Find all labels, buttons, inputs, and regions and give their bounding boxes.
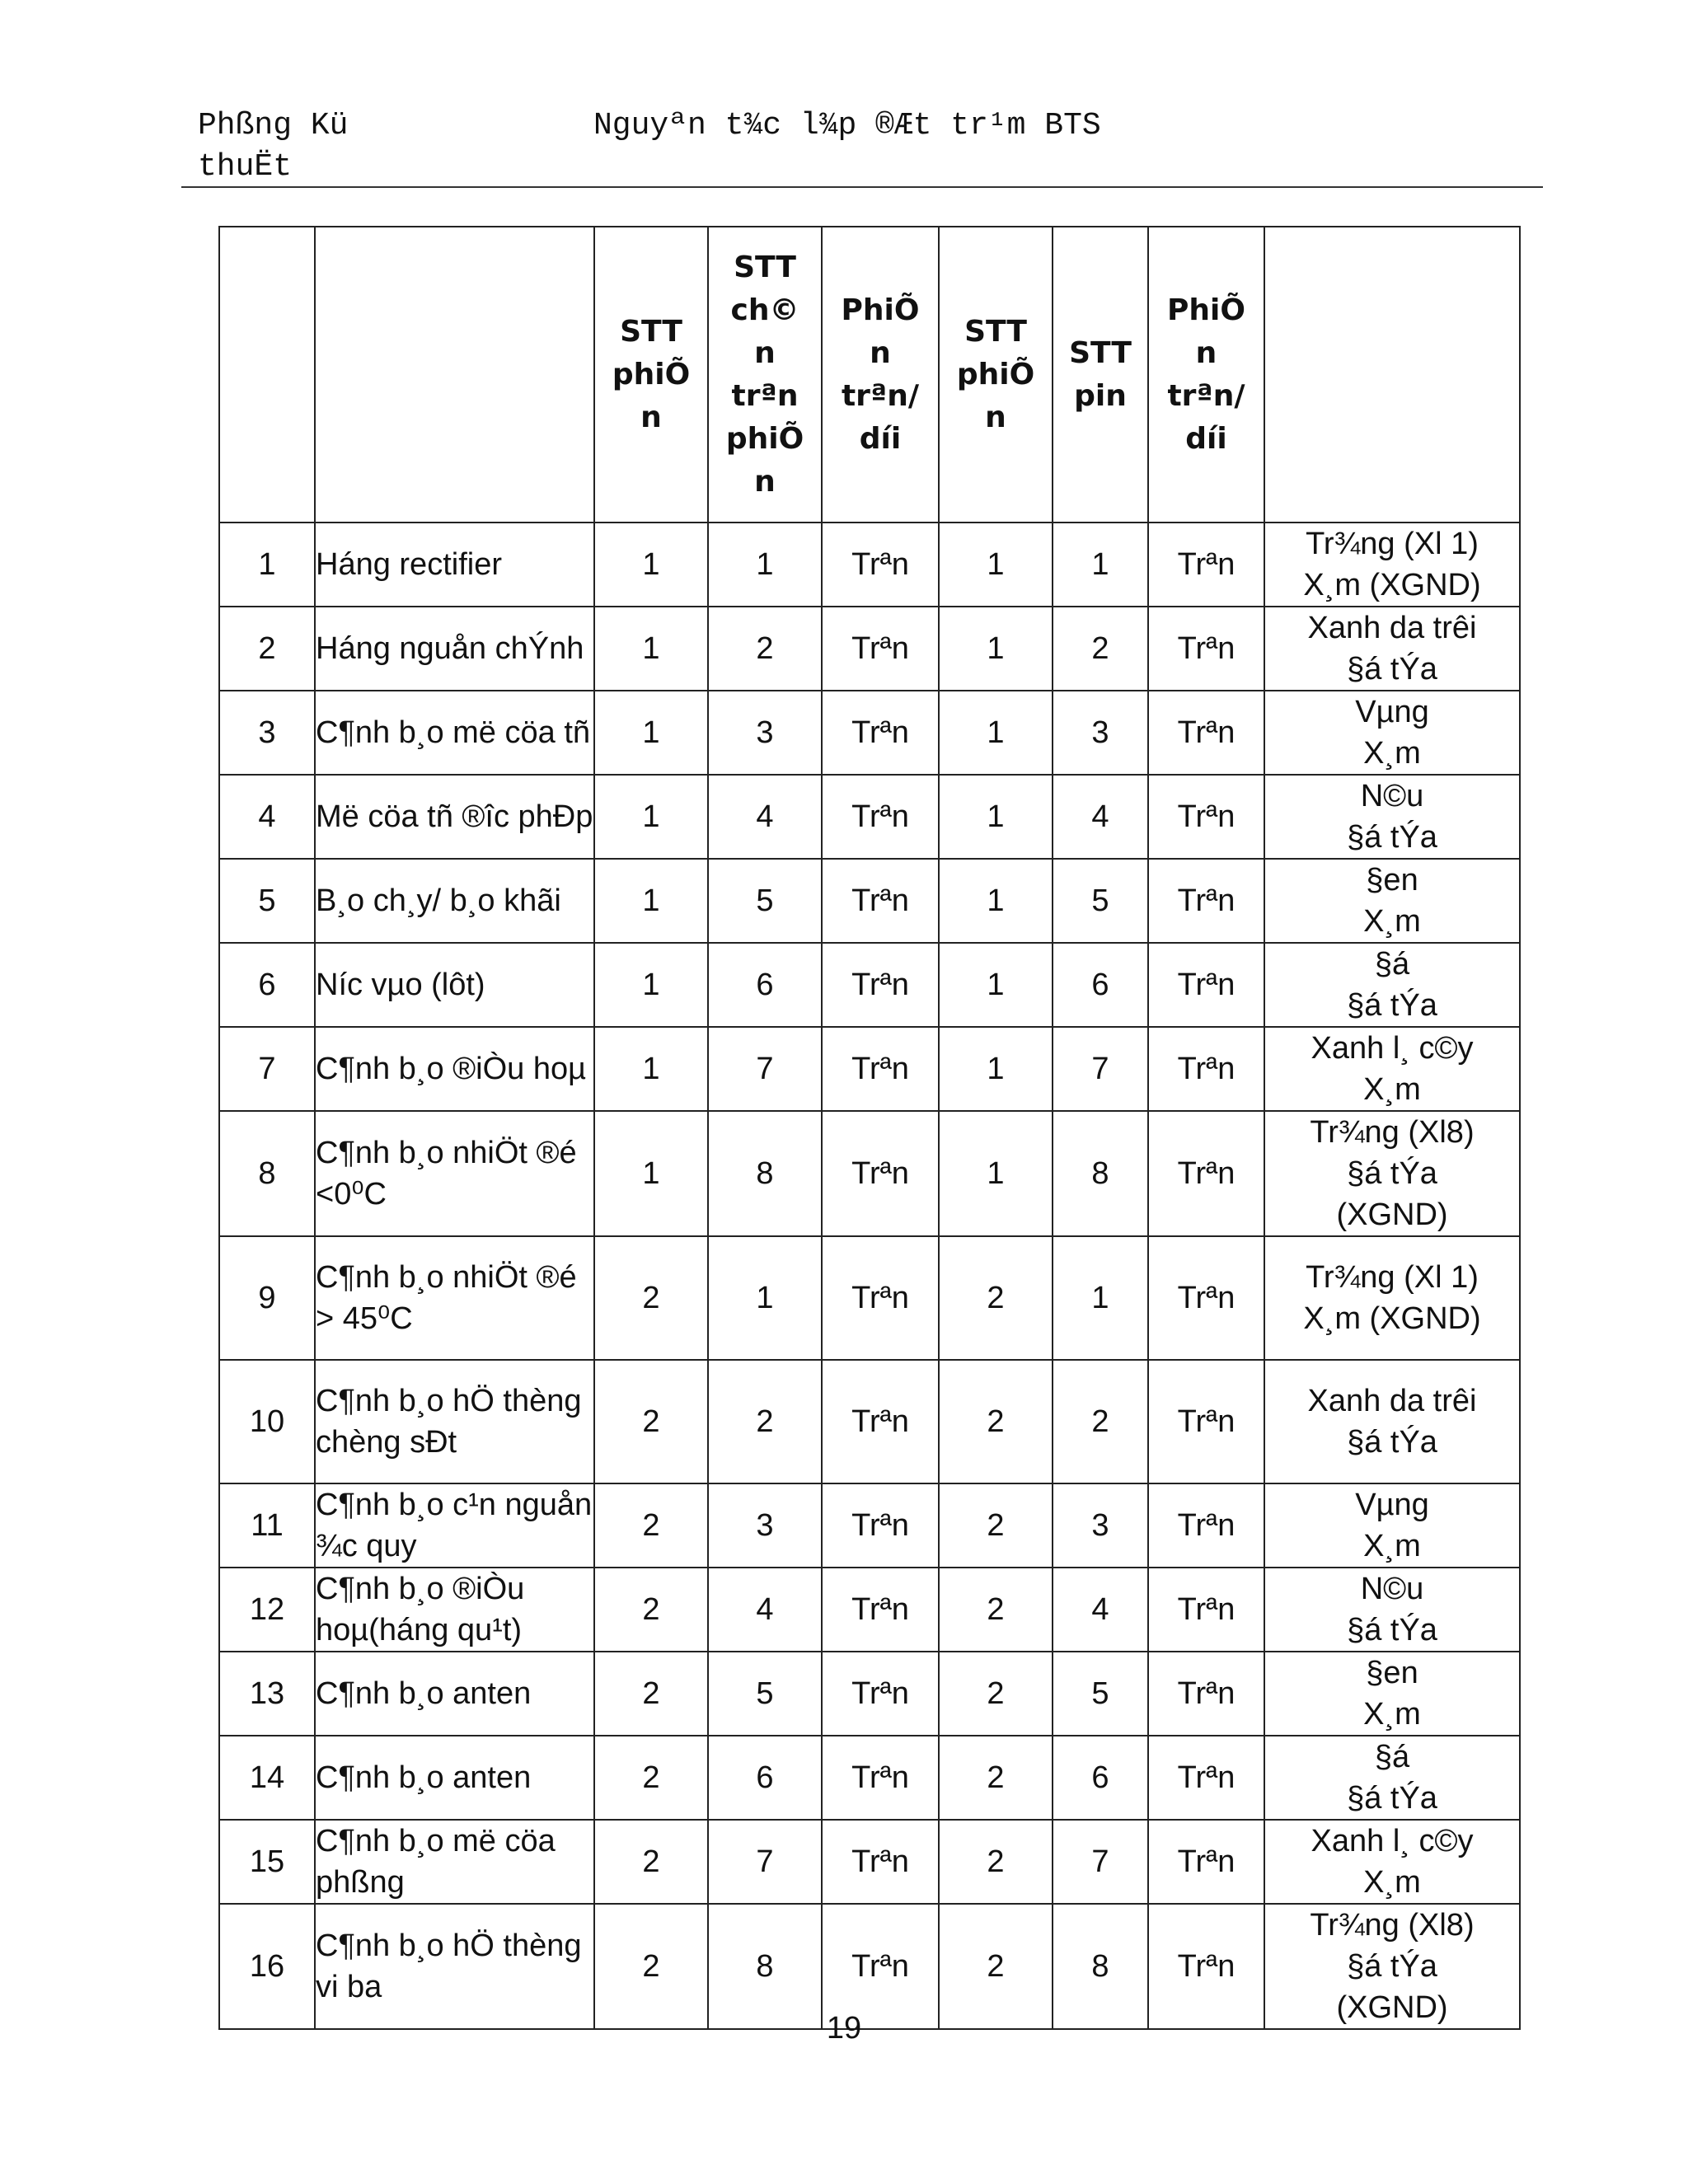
pin-number-cell: 2 [1053,607,1148,691]
terminal-block-cell: 2 [594,1736,708,1820]
block-number-cell: 2 [939,1652,1053,1736]
pin-number-cell: 3 [1053,691,1148,775]
pin-number-cell: 1 [1053,523,1148,607]
terminal-block-cell: 1 [594,943,708,1027]
table-row [219,1568,1520,1652]
signal-name-cell: C¶nh b¸o më cöa phßng [315,1820,594,1904]
signal-name-cell: C¶nh b¸o hÖ thèng chèng sÐt [315,1360,594,1483]
table-row [219,775,1520,859]
terminal-pin-cell: 2 [708,1360,822,1483]
pin-number-cell: 5 [1053,859,1148,943]
page-number: 19 [826,2011,862,2046]
terminal-pin-cell: 7 [708,1820,822,1904]
row-number-cell: 10 [219,1360,315,1483]
row-number-cell: 11 [219,1483,315,1568]
block-number-cell: 1 [939,691,1053,775]
table-row [219,523,1520,607]
row-number-cell: 1 [219,523,315,607]
block-position-cell: Trªn [822,943,939,1027]
wire-color-cell: Vµng X¸m [1264,1483,1520,1568]
row-number-cell: 4 [219,775,315,859]
header-text-4: PhiÕ n trªn/ díi [841,293,920,456]
terminal-block-cell: 2 [594,1360,708,1483]
table-row [219,1652,1520,1736]
signal-name-cell: Níc vµo (lôt) [315,943,594,1027]
pin-number-cell: 5 [1053,1652,1148,1736]
terminal-block-cell: 2 [594,1904,708,2029]
table-row [219,943,1520,1027]
table-row [219,1360,1520,1483]
header-divider [181,186,1543,188]
terminal-block-cell: 2 [594,1820,708,1904]
pin-position-cell: Trªn [1148,1483,1264,1568]
pin-number-cell: 4 [1053,775,1148,859]
block-position-cell: Trªn [822,523,939,607]
pin-position-cell: Trªn [1148,943,1264,1027]
pin-number-cell: 7 [1053,1820,1148,1904]
block-number-cell: 2 [939,1236,1053,1360]
pin-position-cell: Trªn [1148,1904,1264,2029]
terminal-pin-cell: 8 [708,1111,822,1236]
row-number-cell: 13 [219,1652,315,1736]
block-number-cell: 2 [939,1483,1053,1568]
row-number-cell: 8 [219,1111,315,1236]
signal-name-cell: C¶nh b¸o anten [315,1736,594,1820]
pin-number-cell: 4 [1053,1568,1148,1652]
pin-position-cell: Trªn [1148,691,1264,775]
block-position-cell: Trªn [822,1736,939,1820]
wire-color-cell: Xanh l¸ c©y X¸m [1264,1027,1520,1111]
header-text-5: STT phiÕ n [956,314,1035,434]
block-position-cell: Trªn [822,1904,939,2029]
terminal-block-cell: 1 [594,523,708,607]
block-position-cell: Trªn [822,1027,939,1111]
page-header [0,0,1688,198]
header-cell-1 [315,227,594,523]
header-cell-4 [822,227,939,523]
table-row [219,691,1520,775]
block-position-cell: Trªn [822,775,939,859]
table-row [219,1736,1520,1820]
pin-number-cell: 6 [1053,943,1148,1027]
header-cell-8 [1264,227,1520,523]
wire-color-cell: Tr¾ng (Xl8) §á tÝa (XGND) [1264,1904,1520,2029]
pin-position-cell: Trªn [1148,1111,1264,1236]
terminal-pin-cell: 6 [708,943,822,1027]
table-row [219,1820,1520,1904]
block-position-cell: Trªn [822,859,939,943]
wire-color-cell: §en X¸m [1264,1652,1520,1736]
block-number-cell: 2 [939,1360,1053,1483]
wire-color-cell: §á §á tÝa [1264,1736,1520,1820]
block-position-cell: Trªn [822,1483,939,1568]
block-number-cell: 2 [939,1904,1053,2029]
header-cell-6 [1053,227,1148,523]
signal-name-cell: Më cöa tñ ®îc phÐp [315,775,594,859]
block-position-cell: Trªn [822,1652,939,1736]
header-text-3: STT ch© n trªn phiÕ n [725,250,804,499]
row-number-cell: 16 [219,1904,315,2029]
pin-number-cell: 2 [1053,1360,1148,1483]
terminal-block-cell: 2 [594,1483,708,1568]
pin-number-cell: 1 [1053,1236,1148,1360]
terminal-pin-cell: 5 [708,1652,822,1736]
signal-name-cell: C¶nh b¸o nhiÖt ®é > 45⁰C [315,1236,594,1360]
block-position-cell: Trªn [822,1360,939,1483]
block-position-cell: Trªn [822,1236,939,1360]
row-number-cell: 9 [219,1236,315,1360]
row-number-cell: 7 [219,1027,315,1111]
terminal-pin-cell: 1 [708,1236,822,1360]
wire-color-cell: Xanh l¸ c©y X¸m [1264,1820,1520,1904]
signal-name-cell: C¶nh b¸o më cöa tñ [315,691,594,775]
terminal-block-cell: 2 [594,1652,708,1736]
pin-number-cell: 8 [1053,1111,1148,1236]
signal-name-cell: C¶nh b¸o anten [315,1652,594,1736]
block-position-cell: Trªn [822,691,939,775]
block-number-cell: 2 [939,1736,1053,1820]
wire-color-cell: §á §á tÝa [1264,943,1520,1027]
terminal-pin-cell: 4 [708,775,822,859]
terminal-pin-cell: 3 [708,1483,822,1568]
row-number-cell: 5 [219,859,315,943]
terminal-pin-cell: 5 [708,859,822,943]
pin-position-cell: Trªn [1148,775,1264,859]
block-number-cell: 2 [939,1820,1053,1904]
header-text-7: PhiÕ n trªn/ díi [1167,293,1245,456]
block-number-cell: 1 [939,1111,1053,1236]
terminal-block-cell: 2 [594,1568,708,1652]
header-text-2: STT phiÕ n [612,314,691,434]
block-number-cell: 1 [939,523,1053,607]
header-cell-7 [1148,227,1264,523]
terminal-pin-cell: 8 [708,1904,822,2029]
row-number-cell: 2 [219,607,315,691]
terminal-pin-cell: 7 [708,1027,822,1111]
pin-position-cell: Trªn [1148,1652,1264,1736]
signal-name-cell: Háng nguån chÝnh [315,607,594,691]
header-department-line2: thuËt [198,149,293,185]
terminal-pin-cell: 4 [708,1568,822,1652]
table-row [219,607,1520,691]
block-number-cell: 1 [939,1027,1053,1111]
signal-name-cell: C¶nh b¸o hÖ thèng vi ba [315,1904,594,2029]
block-number-cell: 1 [939,775,1053,859]
wire-color-cell: Tr¾ng (Xl8) §á tÝa (XGND) [1264,1111,1520,1236]
wire-color-cell: N©u §á tÝa [1264,1568,1520,1652]
pin-number-cell: 3 [1053,1483,1148,1568]
header-department [198,105,445,188]
signal-name-cell: C¶nh b¸o nhiÖt ®é <0⁰C [315,1111,594,1236]
pin-position-cell: Trªn [1148,1027,1264,1111]
header-text-6: STT pin [1069,335,1132,413]
alarm-wiring-table [218,226,1521,2030]
terminal-block-cell: 1 [594,607,708,691]
signal-name-cell: B¸o ch¸y/ b¸o khãi [315,859,594,943]
header-title: Nguyªn t¾c l¾p ®Æt tr¹m BTS [593,108,1101,143]
table-row [219,1483,1520,1568]
row-number-cell: 15 [219,1820,315,1904]
row-number-cell: 6 [219,943,315,1027]
pin-position-cell: Trªn [1148,1820,1264,1904]
signal-name-cell: C¶nh b¸o c¹n nguån ¾c quy [315,1483,594,1568]
wire-color-cell: Tr¾ng (Xl 1) X¸m (XGND) [1264,523,1520,607]
terminal-block-cell: 1 [594,775,708,859]
wire-color-cell: Xanh da trêi §á tÝa [1264,1360,1520,1483]
pin-position-cell: Trªn [1148,1236,1264,1360]
pin-position-cell: Trªn [1148,859,1264,943]
terminal-pin-cell: 1 [708,523,822,607]
table-header-row [219,227,1520,523]
pin-position-cell: Trªn [1148,1736,1264,1820]
row-number-cell: 3 [219,691,315,775]
signal-name-cell: Háng rectifier [315,523,594,607]
block-number-cell: 2 [939,1568,1053,1652]
table-row [219,1111,1520,1236]
table-row [219,1027,1520,1111]
block-number-cell: 1 [939,943,1053,1027]
block-position-cell: Trªn [822,1568,939,1652]
header-department-line1: Phßng Kü [198,108,349,143]
block-position-cell: Trªn [822,1111,939,1236]
terminal-block-cell: 1 [594,1111,708,1236]
header-cell-5 [939,227,1053,523]
pin-number-cell: 8 [1053,1904,1148,2029]
terminal-pin-cell: 6 [708,1736,822,1820]
pin-number-cell: 7 [1053,1027,1148,1111]
pin-position-cell: Trªn [1148,1568,1264,1652]
row-number-cell: 14 [219,1736,315,1820]
terminal-block-cell: 1 [594,1027,708,1111]
block-position-cell: Trªn [822,1820,939,1904]
terminal-pin-cell: 2 [708,607,822,691]
table-row [219,1236,1520,1360]
header-cell-2 [594,227,708,523]
pin-position-cell: Trªn [1148,1360,1264,1483]
block-position-cell: Trªn [822,607,939,691]
wire-color-cell: Tr¾ng (Xl 1) X¸m (XGND) [1264,1236,1520,1360]
block-number-cell: 1 [939,607,1053,691]
terminal-block-cell: 1 [594,691,708,775]
pin-position-cell: Trªn [1148,607,1264,691]
wire-color-cell: Xanh da trêi §á tÝa [1264,607,1520,691]
block-number-cell: 1 [939,859,1053,943]
wire-color-cell: §en X¸m [1264,859,1520,943]
table-row [219,859,1520,943]
wire-color-cell: N©u §á tÝa [1264,775,1520,859]
signal-name-cell: C¶nh b¸o ®iÒu hoµ(háng qu¹t) [315,1568,594,1652]
header-cell-3 [708,227,822,523]
row-number-cell: 12 [219,1568,315,1652]
terminal-block-cell: 1 [594,859,708,943]
header-cell-0 [219,227,315,523]
pin-position-cell: Trªn [1148,523,1264,607]
pin-number-cell: 6 [1053,1736,1148,1820]
wire-color-cell: Vµng X¸m [1264,691,1520,775]
terminal-pin-cell: 3 [708,691,822,775]
signal-name-cell: C¶nh b¸o ®iÒu hoµ [315,1027,594,1111]
terminal-block-cell: 2 [594,1236,708,1360]
